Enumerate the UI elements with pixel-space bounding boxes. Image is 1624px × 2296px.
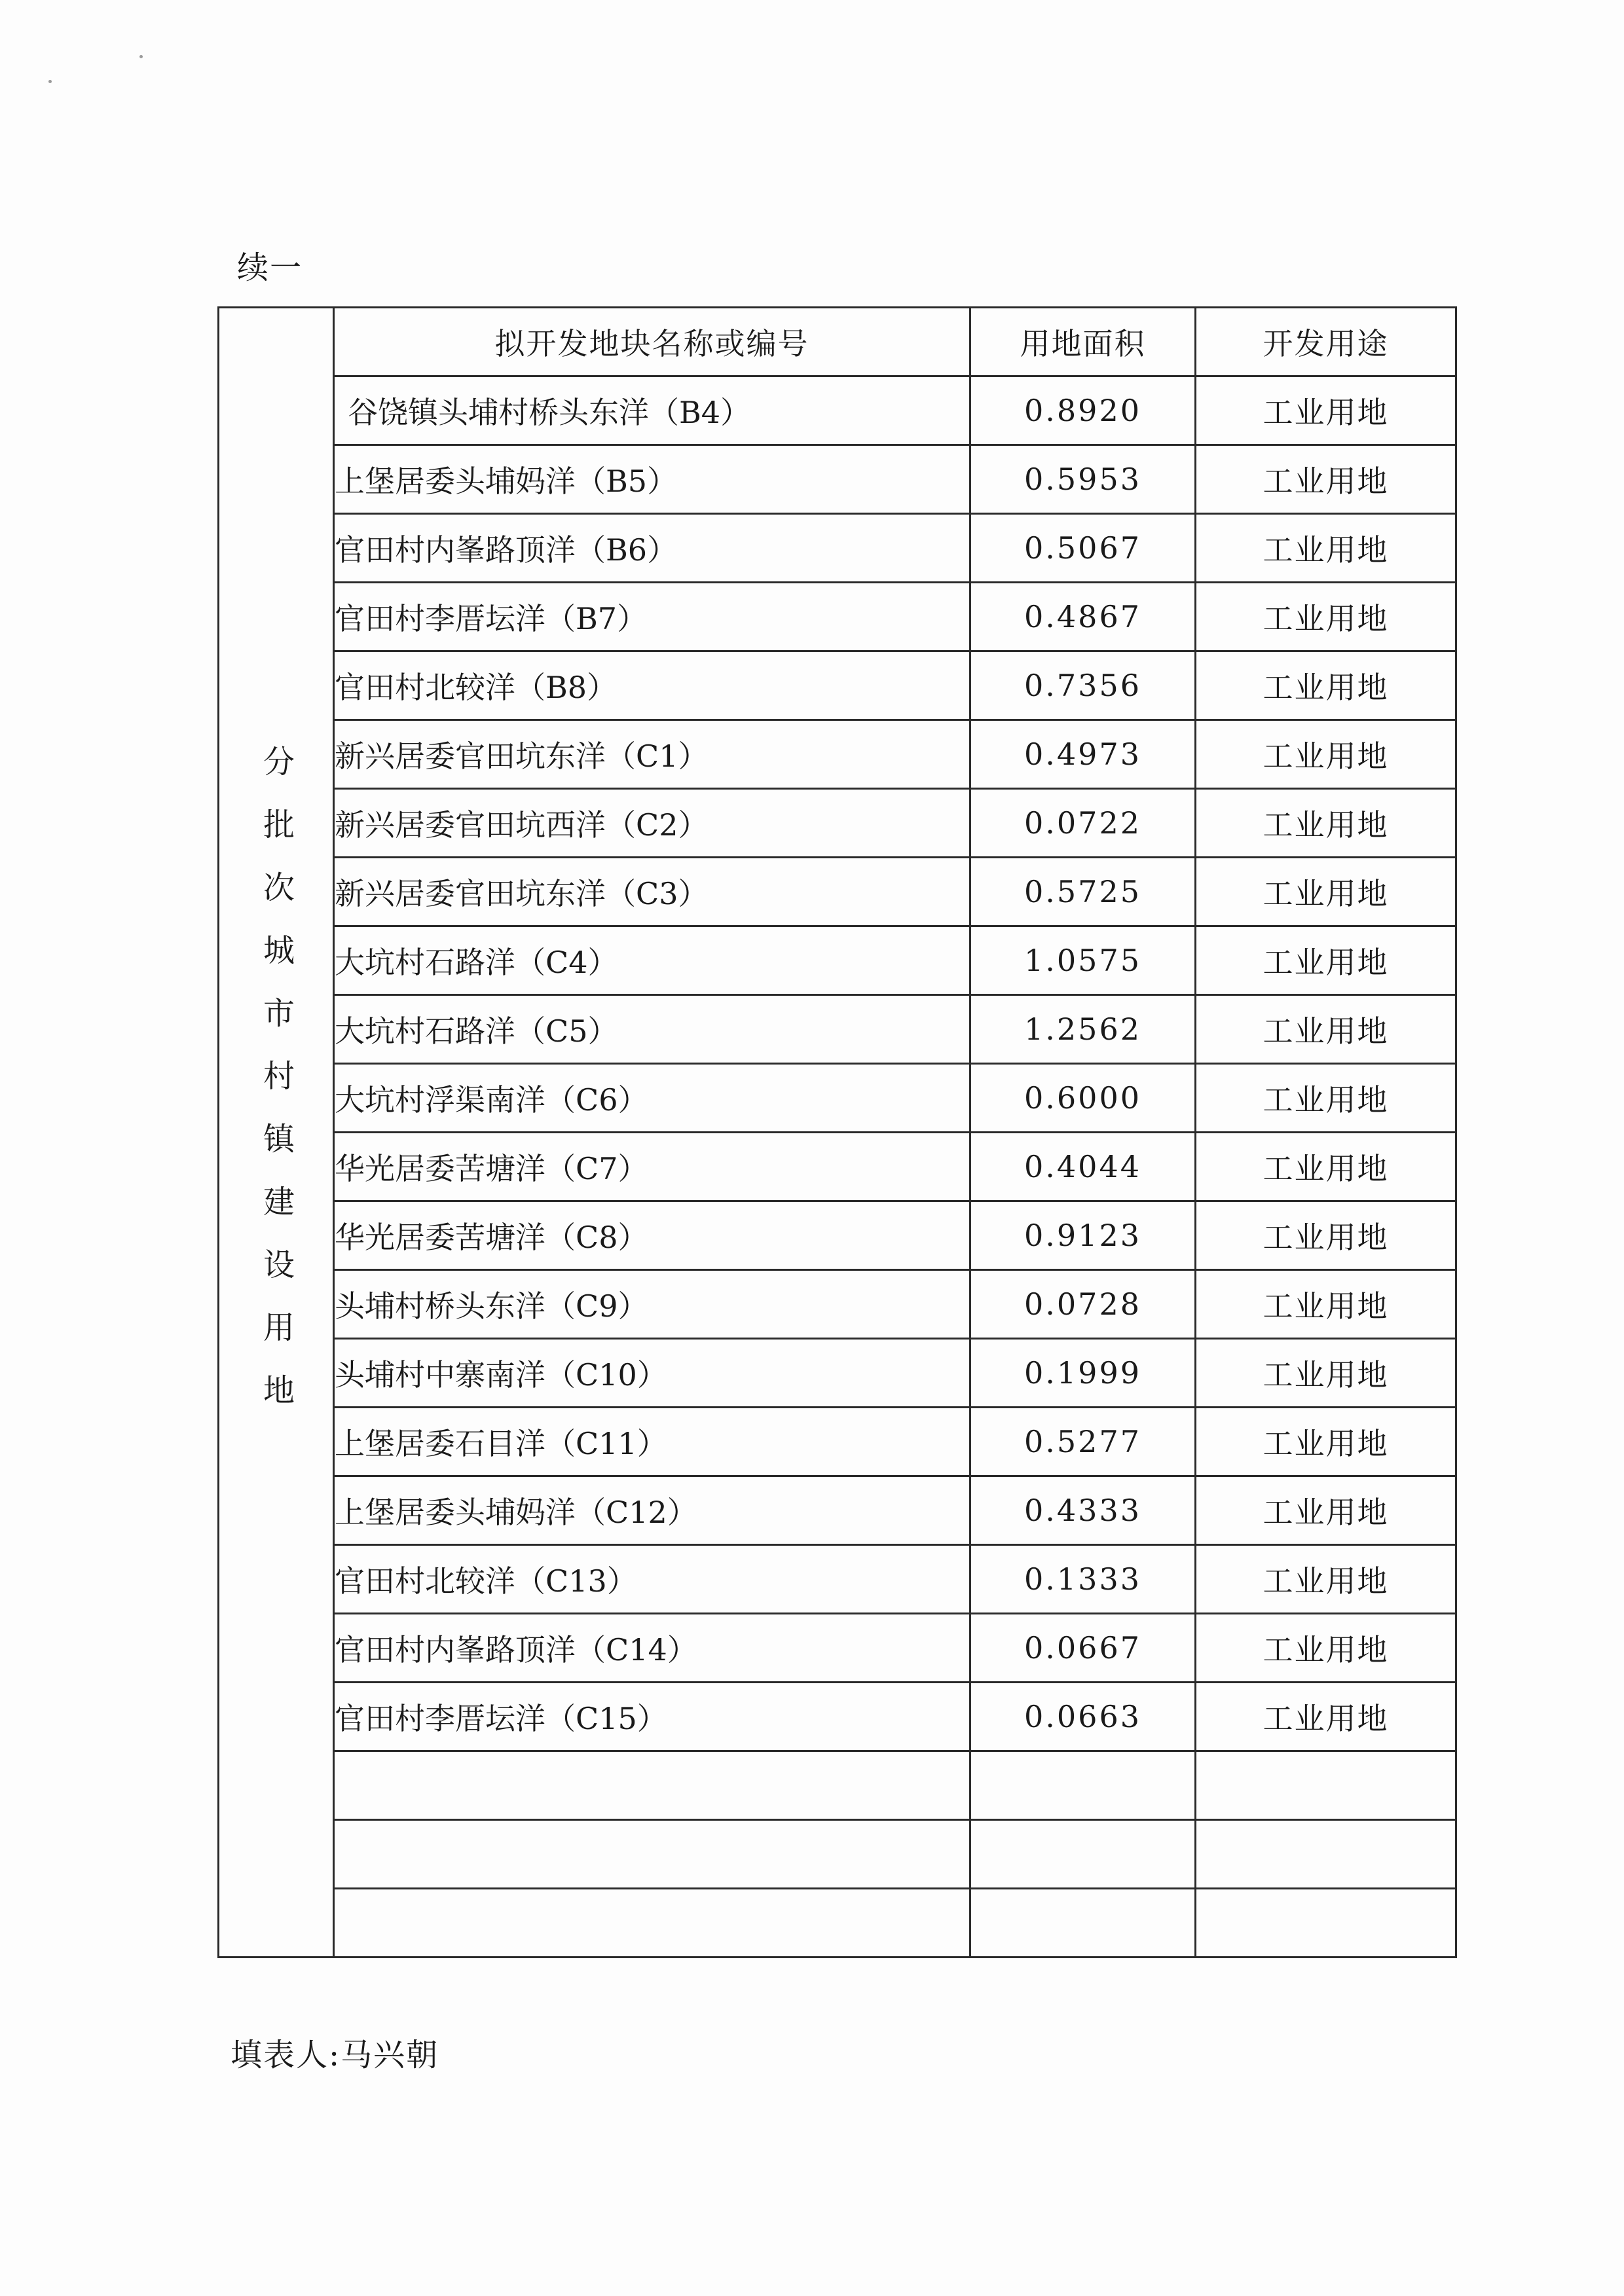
plot-name-cell: [334, 1889, 970, 1958]
plot-name-cell: 大坑村石路洋（C5）: [334, 995, 970, 1064]
land-area-cell: [970, 1889, 1196, 1958]
development-use-cell: 工业用地: [1196, 720, 1456, 789]
header-development-use: 开发用途: [1196, 308, 1456, 376]
land-area-cell: 0.0663: [970, 1683, 1196, 1751]
land-area-cell: [970, 1820, 1196, 1889]
plot-name-cell: 官田村内峯路顶洋（B6）: [334, 514, 970, 583]
land-area-cell: 0.4044: [970, 1133, 1196, 1201]
plot-name-cell: 大坑村石路洋（C4）: [334, 926, 970, 995]
plot-name-cell: 官田村北较洋（C13）: [334, 1545, 970, 1614]
development-use-cell: 工业用地: [1196, 789, 1456, 858]
land-plot-table-body: [219, 308, 1456, 1958]
scan-speck: [139, 55, 143, 58]
development-use-cell: 工业用地: [1196, 926, 1456, 995]
table-row: [219, 376, 1456, 445]
table-row: [219, 1820, 1456, 1889]
land-plot-table: [217, 306, 1457, 1958]
table-row: [219, 720, 1456, 789]
development-use-cell: 工业用地: [1196, 445, 1456, 514]
table-row: [219, 1545, 1456, 1614]
land-area-cell: 0.4973: [970, 720, 1196, 789]
land-area-cell: 0.1999: [970, 1339, 1196, 1408]
land-area-cell: 0.4867: [970, 583, 1196, 651]
development-use-cell: 工业用地: [1196, 858, 1456, 926]
plot-name-cell: 头埔村中寨南洋（C10）: [334, 1339, 970, 1408]
development-use-cell: 工业用地: [1196, 1201, 1456, 1270]
land-area-cell: 1.0575: [970, 926, 1196, 995]
table-row: [219, 583, 1456, 651]
plot-name-cell: 上堡居委石目洋（C11）: [334, 1408, 970, 1476]
development-use-cell: 工业用地: [1196, 1064, 1456, 1133]
category-cell: [219, 308, 334, 1958]
category-label: 分批次城市村镇建设用地: [257, 745, 295, 1436]
plot-name-cell: 上堡居委头埔妈洋（B5）: [334, 445, 970, 514]
header-land-area: 用地面积: [970, 308, 1196, 376]
plot-name-cell: 新兴居委官田坑东洋（C3）: [334, 858, 970, 926]
development-use-cell: 工业用地: [1196, 514, 1456, 583]
land-area-cell: 1.2562: [970, 995, 1196, 1064]
table-row: [219, 445, 1456, 514]
table-row: [219, 789, 1456, 858]
continuation-label: 续一: [237, 249, 303, 286]
plot-name-cell: [334, 1820, 970, 1889]
land-area-cell: 0.6000: [970, 1064, 1196, 1133]
scan-speck: [48, 80, 52, 83]
plot-name-cell: 大坑村浮渠南洋（C6）: [334, 1064, 970, 1133]
table-row: [219, 1408, 1456, 1476]
land-area-cell: 0.0667: [970, 1614, 1196, 1683]
table-row: [219, 926, 1456, 995]
table-row: [219, 858, 1456, 926]
plot-name-cell: 官田村内峯路顶洋（C14）: [334, 1614, 970, 1683]
development-use-cell: 工业用地: [1196, 995, 1456, 1064]
development-use-cell: 工业用地: [1196, 1408, 1456, 1476]
land-area-cell: 0.9123: [970, 1201, 1196, 1270]
header-plot-name: 拟开发地块名称或编号: [334, 308, 970, 376]
development-use-cell: 工业用地: [1196, 1339, 1456, 1408]
land-area-cell: 0.5953: [970, 445, 1196, 514]
development-use-cell: 工业用地: [1196, 1133, 1456, 1201]
plot-name-cell: 官田村李厝坛洋（C15）: [334, 1683, 970, 1751]
table-row: [219, 1889, 1456, 1958]
plot-name-cell: 华光居委苦塘洋（C7）: [334, 1133, 970, 1201]
development-use-cell: 工业用地: [1196, 583, 1456, 651]
development-use-cell: 工业用地: [1196, 1476, 1456, 1545]
land-area-cell: 0.0728: [970, 1270, 1196, 1339]
plot-name-cell: 新兴居委官田坑西洋（C2）: [334, 789, 970, 858]
table-row: [219, 1064, 1456, 1133]
land-area-cell: 0.4333: [970, 1476, 1196, 1545]
form-filler-label: 填表人:马兴朝: [231, 2037, 439, 2073]
table-row: [219, 1201, 1456, 1270]
table-row: [219, 1614, 1456, 1683]
table-header-row: [219, 308, 1456, 376]
development-use-cell: 工业用地: [1196, 651, 1456, 720]
development-use-cell: [1196, 1889, 1456, 1958]
table-row: [219, 1270, 1456, 1339]
land-area-cell: [970, 1751, 1196, 1820]
table-row: [219, 995, 1456, 1064]
land-area-cell: 0.7356: [970, 651, 1196, 720]
table-row: [219, 1339, 1456, 1408]
plot-name-cell: 华光居委苦塘洋（C8）: [334, 1201, 970, 1270]
development-use-cell: 工业用地: [1196, 1683, 1456, 1751]
development-use-cell: [1196, 1751, 1456, 1820]
table-row: [219, 1683, 1456, 1751]
land-area-cell: 0.5725: [970, 858, 1196, 926]
land-area-cell: 0.1333: [970, 1545, 1196, 1614]
table-row: [219, 1751, 1456, 1820]
land-area-cell: 0.8920: [970, 376, 1196, 445]
table-row: [219, 651, 1456, 720]
development-use-cell: 工业用地: [1196, 376, 1456, 445]
development-use-cell: [1196, 1820, 1456, 1889]
development-use-cell: 工业用地: [1196, 1614, 1456, 1683]
plot-name-cell: 头埔村桥头东洋（C9）: [334, 1270, 970, 1339]
plot-name-cell: 新兴居委官田坑东洋（C1）: [334, 720, 970, 789]
plot-name-cell: [334, 1751, 970, 1820]
plot-name-cell: 官田村李厝坛洋（B7）: [334, 583, 970, 651]
land-area-cell: 0.5277: [970, 1408, 1196, 1476]
development-use-cell: 工业用地: [1196, 1545, 1456, 1614]
plot-name-cell: 上堡居委头埔妈洋（C12）: [334, 1476, 970, 1545]
land-area-cell: 0.0722: [970, 789, 1196, 858]
table-row: [219, 514, 1456, 583]
plot-name-cell: 谷饶镇头埔村桥头东洋（B4）: [334, 376, 970, 445]
land-area-cell: 0.5067: [970, 514, 1196, 583]
plot-name-cell: 官田村北较洋（B8）: [334, 651, 970, 720]
table-row: [219, 1476, 1456, 1545]
table-row: [219, 1133, 1456, 1201]
development-use-cell: 工业用地: [1196, 1270, 1456, 1339]
